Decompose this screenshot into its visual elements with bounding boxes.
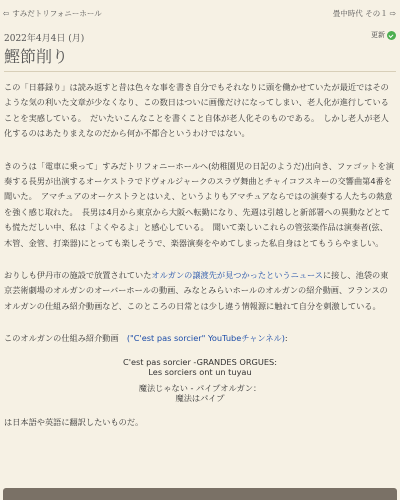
paragraph-3 (4, 268, 396, 314)
video-title-japanese-line1: 魔法じゃない - パイプオルガン： (138, 382, 262, 393)
paragraph-2: きのうは「電車に乗って」すみだトリフォニーホールへ(幼稚園児の日記のようだ)出向き、ファゴットを演奏する長男が出演するオーケストラでドヴォルジャークのスラヴ舞曲とチャイコフスキーの交響曲第4番を聞いた。 アマチュアのオーケストラとはいえ、というよりもアマチュアならではの演奏する人たちの熱意を強く感じ取れた。 長男は4月から東京から大阪へ転勤になり、先週は引越しと新部署への異動などとても慌ただしい中、私は「よくやるよ」と感心している。 聞いて楽しいこれらの管弦楽作品は演奏者(弦、木管、金管、打楽器)にとっても楽しそうで、楽器演奏をやめてしまった私自身はとてもうらやましい。 (4, 160, 394, 248)
update-label: 更新 (371, 31, 385, 39)
closing-paragraph: は日本語や英語に翻訳したいものだ。 (4, 416, 144, 427)
paragraph-4 (4, 331, 396, 346)
organ-news-link[interactable]: オルガンの譲渡先が見つかったというニュース (151, 270, 323, 281)
video-title-french (4, 357, 396, 377)
embedded-video[interactable] (3, 488, 397, 500)
paragraph-3-intro: おりしも伊丹市の施設で放置されていた (4, 270, 152, 281)
right-arrow-icon: ⇨ (389, 9, 396, 18)
next-entry-label: 畳中時代 その１ (332, 9, 388, 18)
entry-body (4, 80, 396, 447)
video-title-french-line2: Les sorciers ont un tuyau (148, 366, 252, 377)
video-title-french-line1: C'est pas sorcier -GRANDES ORGUES: (123, 356, 277, 367)
youtube-channel-link[interactable]: ("C'est pas sorcier" YouTubeチャンネル) (126, 333, 285, 344)
entry-navigation (0, 0, 400, 24)
title-divider (4, 71, 396, 72)
video-title-japanese-line2: 魔法はパイプ (175, 392, 225, 403)
paragraph-3-rest: に接し、池袋の東京芸術劇場のオルガンのオーバーホールの動画、みなとみらいホールのオルガンの紹介動画、フランスのオルガンの仕組み紹介動画など、このところの日常とは少し違う情報源に触れて自分を刺激している。 (4, 270, 389, 311)
paragraph-1: この「日暮録り」は読み返すと昔は色々な事を書き自分でもそれなりに頭を働かせていたが最近ではそのような気の利いた文章が少なくなり、この数日はついに画像だけになってしまい、老人化が進行していることを実感している。 だいたいこんなことを書くこと自体が老人化そのものである。 しかし老人が老人化するのはあたりまえなのだから何か不都合というわけではない。 (4, 82, 389, 139)
paragraph-4-colon: : (284, 333, 288, 344)
video-title-japanese (4, 383, 396, 403)
update-check-icon (387, 31, 396, 40)
entry-title: 鰹節削り (4, 47, 69, 66)
entry-date: 2022年4月4日 (月) (4, 34, 85, 44)
left-arrow-icon: ⇦ (3, 9, 10, 18)
previous-entry-link[interactable] (3, 8, 102, 19)
next-entry-link[interactable] (333, 8, 396, 19)
previous-entry-label: すみだトリフォニーホール (12, 9, 102, 18)
paragraph-4-intro: このオルガンの仕組み紹介動画 (4, 333, 127, 344)
update-button[interactable] (371, 30, 396, 40)
